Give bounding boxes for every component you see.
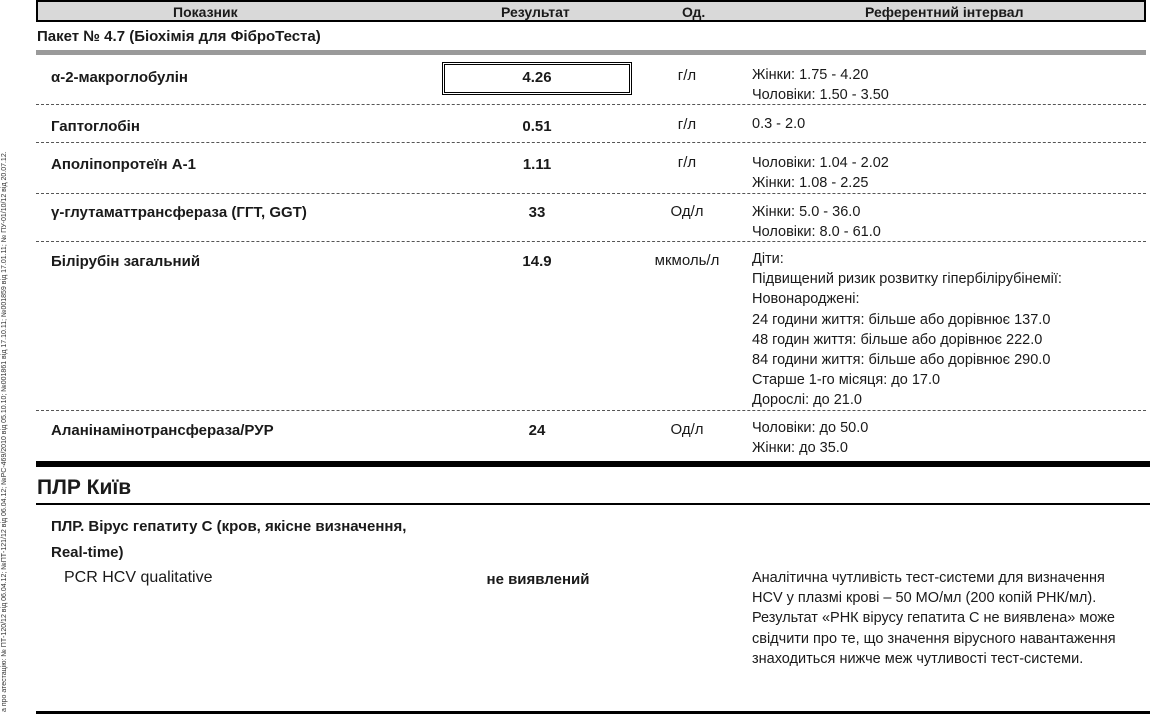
test-unit: Од/л: [670, 203, 704, 220]
ref-line: Дорослі: до 21.0: [752, 392, 862, 409]
test-unit: г/л: [677, 154, 697, 171]
test-unit: г/л: [677, 67, 697, 84]
section-title-plr: ПЛР Київ: [37, 476, 132, 499]
test-name: Аланінамінотрансфераза/РУР: [51, 422, 274, 439]
test-result: 0.51: [522, 118, 552, 135]
page-end-rule: [36, 711, 1150, 714]
test-result: 1.11: [522, 156, 552, 173]
test-name: Гаптоглобін: [51, 118, 140, 135]
header-unit: Од.: [682, 4, 706, 20]
ref-line: Жінки: 1.08 - 2.25: [752, 175, 869, 192]
reference-interval: [752, 418, 868, 458]
test-result: 14.9: [522, 253, 552, 270]
test-unit: г/л: [677, 116, 697, 133]
ref-line: Жінки: 1.75 - 4.20: [752, 67, 869, 83]
test-result: 24: [528, 422, 546, 439]
ref-line: Жінки: 5.0 - 36.0: [752, 204, 861, 220]
ref-line: 84 години життя: більше або дорівнює 290.0: [752, 352, 1051, 369]
reference-interval: [752, 153, 889, 193]
test-result: не виявлений: [486, 571, 590, 588]
ref-line: 48 годин життя: більше або дорівнює 222.0: [752, 331, 1043, 348]
section-divider: [36, 50, 1146, 55]
row-separator: [36, 241, 1146, 242]
test-name: Білірубін загальний: [51, 253, 201, 270]
test-unit: мкмоль/л: [654, 252, 720, 269]
header-reference: Референтний інтервал: [865, 4, 1024, 20]
section-end-rule: [36, 461, 1150, 467]
reference-interval: [752, 65, 889, 105]
test-unit: Од/л: [670, 421, 704, 438]
ref-line: 0.3 - 2.0: [752, 116, 806, 132]
ref-line: Діти:: [752, 251, 784, 267]
ref-line: 24 години життя: більше або дорівнює 137.0: [752, 311, 1051, 328]
test-name: γ-глутаматтрансфераза (ГГТ, GGT): [51, 204, 307, 221]
ref-line: Жінки: до 35.0: [752, 440, 848, 457]
reference-interval: [752, 202, 881, 242]
table-header: [36, 0, 1146, 22]
header-result: Результат: [501, 4, 570, 20]
ref-line: Старше 1-го місяця: до 17.0: [752, 372, 941, 389]
section-divider: [36, 503, 1150, 505]
test-name: PCR HCV qualitative: [64, 569, 213, 586]
ref-line: Новонароджені:: [752, 291, 860, 308]
row-separator: [36, 142, 1146, 143]
ref-line: Чоловіки: до 50.0: [752, 420, 869, 436]
header-indicator: Показник: [173, 4, 238, 20]
ref-line: Чоловіки: 1.50 - 3.50: [752, 87, 889, 104]
row-separator: [36, 193, 1146, 194]
test-group-title: ПЛР. Вірус гепатиту С (кров, якісне визначення, Real-time): [51, 518, 407, 561]
ref-line: Чоловіки: 8.0 - 61.0: [752, 224, 881, 241]
ref-line: Чоловіки: 1.04 - 2.02: [752, 155, 889, 171]
reference-interval: [752, 249, 1062, 411]
row-separator: [36, 104, 1146, 105]
section-title-package: Пакет № 4.7 (Біохімія для ФіброТеста): [37, 28, 321, 45]
test-result: 4.26: [522, 69, 552, 86]
test-result: 33: [528, 204, 546, 221]
row-separator: [36, 410, 1146, 411]
reference-interval: [752, 114, 805, 134]
test-name: Аполіпопротеїн А-1: [51, 156, 196, 173]
reference-interval: Аналітична чутливість тест-системи для визначення HCV у плазмі крові – 50 МО/мл (200 копій РНК/мл). Результат «РНК вірусу гепатита С не виявлена» може свідчити про те, що значення вірусного навантаження знаходиться нижче меж чутливості тест-системи.: [752, 570, 1116, 667]
ref-line: Підвищений ризик розвитку гіпербілірубінемії:: [752, 271, 1062, 288]
margin-certification-note: а про атестацію: № ПТ-120/12 від 06.04.12; №ПТ-121/12 від 06.04.12; №РС-469/2010 від 05.10.10; №001861 від 17.10.11; №001859 від 17.01.11; № ПУ-01/10/12 від 20.07.12.: [1, 151, 8, 712]
test-name: α-2-макроглобулін: [51, 69, 188, 86]
